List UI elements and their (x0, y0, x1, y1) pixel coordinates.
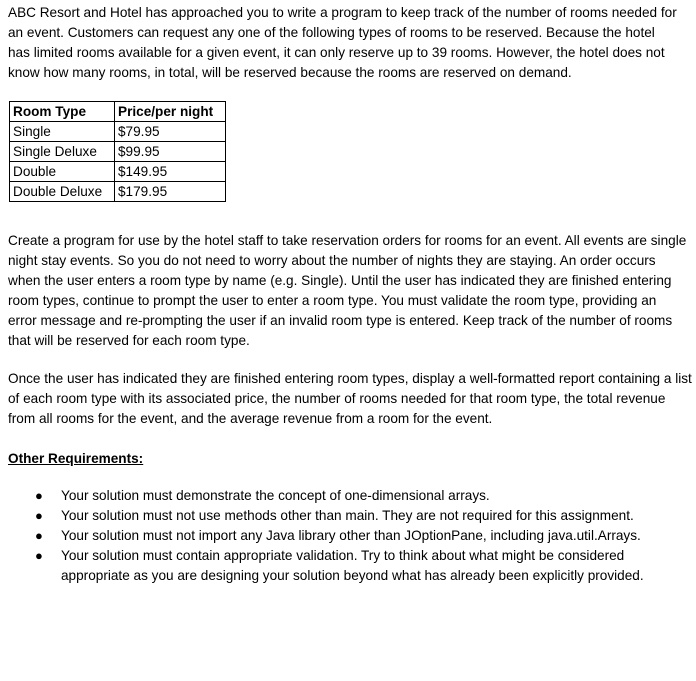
header-room-type: Room Type (10, 102, 115, 122)
table-row (10, 162, 226, 182)
requirements-list (8, 486, 688, 586)
table-row (10, 182, 226, 202)
cell-price: $179.95 (115, 182, 226, 202)
table-row (10, 142, 226, 162)
bullet-icon: ● (35, 508, 43, 523)
bullet-icon: ● (35, 488, 43, 503)
requirement-text: Your solution must not use methods other than main. They are not required for this assignment. (61, 508, 634, 523)
cell-room-type: Single (10, 122, 115, 142)
bullet-icon: ● (35, 548, 43, 563)
cell-room-type: Single Deluxe (10, 142, 115, 162)
intro-paragraph: ABC Resort and Hotel has approached you to write a program to keep track of the number of rooms needed for an event. Customers can request any one of the following types of rooms to be reserved. Because the hotel has limited rooms available for a given event, it can only reserve up to 39 rooms. However, the hotel does not know how many rooms, in total, will be reserved because the rooms are reserved on demand. (8, 5, 677, 80)
table-row (10, 122, 226, 142)
list-item (8, 526, 693, 546)
header-price: Price/per night (115, 102, 226, 122)
report-paragraph: Once the user has indicated they are finished entering room types, display a well-formatted report containing a list of each room type with its associated price, the number of rooms needed for that room type, the total revenue from all rooms for the event, and the average revenue from a room for the event. (8, 371, 692, 426)
list-item (8, 546, 693, 586)
instructions-paragraph: Create a program for use by the hotel staff to take reservation orders for rooms for an event. All events are single night stay events. So you do not need to worry about the number of nights they are staying. An order occurs when the user enters a room type by name (e.g. Single). Until the user has indicated they are finished entering room types, continue to prompt the user to enter a room type. You must validate the room type, providing an error message and re-prompting the user if an invalid room type is entered. Keep track of the number of rooms that will be reserved for each room type. (8, 233, 687, 348)
requirement-text: Your solution must demonstrate the concept of one-dimensional arrays. (61, 488, 490, 503)
bullet-icon: ● (35, 528, 43, 543)
cell-room-type: Double (10, 162, 115, 182)
cell-price: $149.95 (115, 162, 226, 182)
cell-price: $99.95 (115, 142, 226, 162)
cell-room-type: Double Deluxe (10, 182, 115, 202)
requirements-heading: Other Requirements: (8, 451, 144, 466)
requirement-text: Your solution must not import any Java library other than JOptionPane, including java.util.Arrays. (61, 528, 641, 543)
cell-price: $79.95 (115, 122, 226, 142)
list-item (8, 506, 693, 526)
list-item (8, 486, 693, 506)
requirement-text: Your solution must contain appropriate validation. Try to think about what might be considered appropriate as you are designing your solution beyond what has already been explicitly provided. (61, 548, 644, 583)
room-price-table (9, 101, 226, 202)
table-header-row (10, 102, 226, 122)
